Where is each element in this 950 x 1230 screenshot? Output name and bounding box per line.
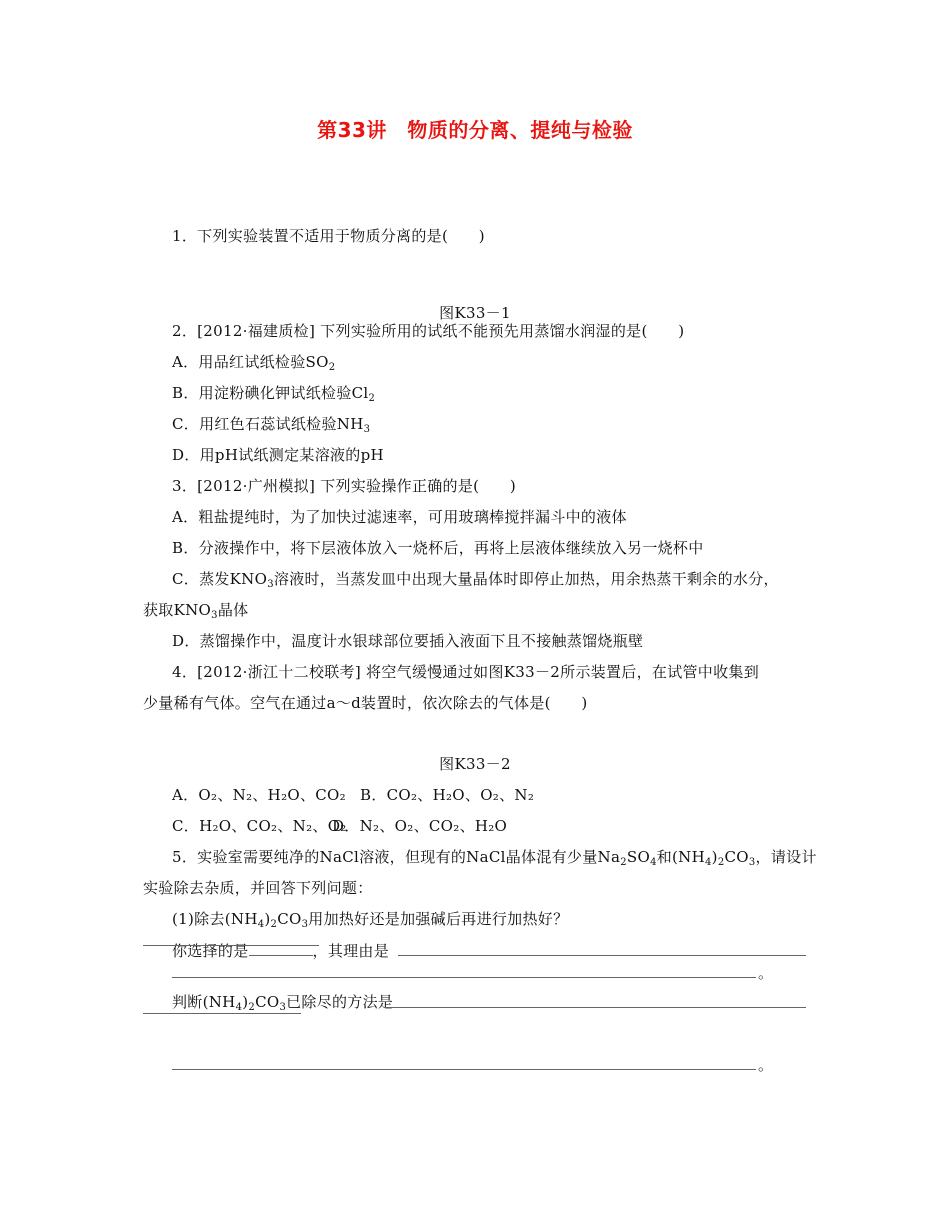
page-title: 第33讲 物质的分离、提纯与检验 <box>317 118 633 142</box>
question-1: 1．下列实验装置不适用于物质分离的是( ) <box>172 227 485 245</box>
question-2-option-c: C．用红色石蕊试纸检验$NH_3$ <box>172 415 371 435</box>
reason-blank-2[interactable] <box>143 945 319 946</box>
question-2-option-a: A．用品红试纸检验$SO_2$ <box>172 353 336 373</box>
choice-blank[interactable] <box>249 940 313 956</box>
question-3-option-c-line2: 获取$KNO_3$晶体 <box>143 601 249 621</box>
judge-line: 判断$(NH_4)_2CO_3$已除尽的方法是 <box>172 993 394 1013</box>
question-5-part1: (1)除去$(NH_4)_2CO_3$用加热好还是加强碱后再进行加热好？ <box>172 910 569 930</box>
question-3-stem: 3．[2012·广州模拟] 下列实验操作正确的是( ) <box>172 477 517 495</box>
figure-caption-2: 图K33－2 <box>439 755 511 773</box>
question-4-line1: 4．[2012·浙江十二校联考] 将空气缓慢通过如图K33－2所示装置后，在试管中收集到 <box>172 663 759 681</box>
judge-blank-1[interactable] <box>384 1007 806 1008</box>
period-1: 。 <box>758 964 774 982</box>
reason-blank-1[interactable] <box>398 955 806 956</box>
judge-blank-2[interactable] <box>143 1013 301 1014</box>
judge-blank-3[interactable] <box>172 1069 756 1070</box>
question-3-option-b: B．分液操作中，将下层液体放入一烧杯后，再将上层液体继续放入另一烧杯中 <box>172 539 704 557</box>
question-4-line2: 少量稀有气体。空气在通过a～d装置时，依次除去的气体是( ) <box>143 694 588 712</box>
question-2-option-b: B．用淀粉碘化钾试纸检验$Cl_2$ <box>172 384 376 404</box>
question-5-line2: 实验除去杂质，并回答下列问题： <box>143 879 373 897</box>
question-2-stem: 2．[2012·福建质检] 下列实验所用的试纸不能预先用蒸馏水润湿的是( ) <box>172 322 685 340</box>
reason-blank-3[interactable] <box>172 977 756 978</box>
question-3-option-c-line1: C．蒸发$KNO_3$溶液时，当蒸发皿中出现大量晶体时即停止加热，用余热蒸干剩余的水分， <box>172 570 779 590</box>
question-3-option-a: A．粗盐提纯时，为了加快过滤速率，可用玻璃棒搅拌漏斗中的液体 <box>172 508 627 526</box>
question-4-option-d: D．N₂、O₂、CO₂、H₂O <box>332 817 508 835</box>
question-4-option-c: C．H₂O、CO₂、N₂、O₂ <box>172 817 347 835</box>
question-2-option-d: D．用pH试纸测定某溶液的pH <box>172 446 384 464</box>
figure-caption-1: 图K33－1 <box>439 304 511 322</box>
period-2: 。 <box>758 1056 774 1074</box>
question-3-option-d: D．蒸馏操作中，温度计水银球部位要插入液面下且不接触蒸馏烧瓶壁 <box>172 632 644 650</box>
question-4-option-b: B．CO₂、H₂O、O₂、N₂ <box>360 786 535 804</box>
question-5-line1: 5．实验室需要纯净的NaCl溶液，但现有的NaCl晶体混有少量$Na_2SO_4$和$(NH_4)_2CO_3$，请设计 <box>172 848 817 868</box>
choice-line: 你选择的是 ，其理由是 <box>172 942 390 960</box>
question-4-option-a: A．O₂、N₂、H₂O、CO₂ <box>172 786 346 804</box>
